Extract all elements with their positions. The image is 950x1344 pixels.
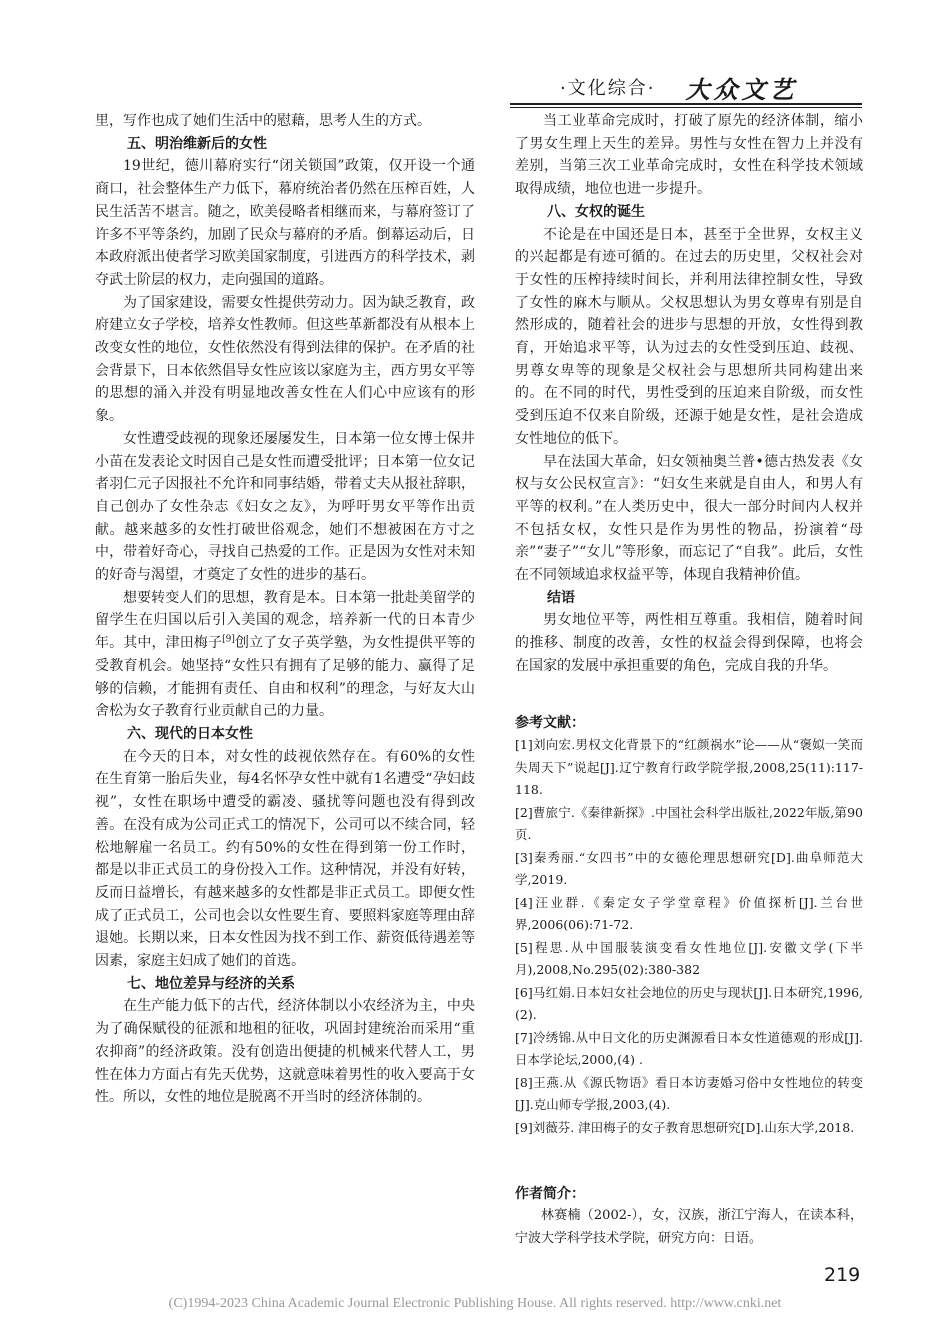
- references-title: 参考文献：: [515, 715, 585, 731]
- author-bio: 林赛楠（2002-），女，汉族，浙江宁海人，在读本科，宁波大学科学技术学院，研究方向：日语。: [515, 1208, 863, 1246]
- paragraph: 19世纪，德川幕府实行“闭关锁国”政策，仅开设一个通商口，社会整体生产力低下，幕府统治者仍然在压榨百姓，人民生活苦不堪言。随之，欧美侵略者相继而来，与幕府签订了许多不平等条约，加剧了民众与幕府的矛盾。倒幕运动后，日本政府派出使者学习欧美国家制度，引进西方的科学技术，剥夺武士阶层的权力，走向强国的道路。: [95, 158, 475, 288]
- paragraph-text: 创立了女子英学塾，为女性提供平等的受教育机会。她坚持“女性只有拥有了足够的能力、赢得了足够的信赖，才能拥有责任、自由和权利”的理念，与好友大山舍松为女子教育行业贡献自己的力量。: [95, 635, 475, 720]
- section-heading-6: 六、现代的日本女性: [127, 725, 253, 742]
- paragraph: 在今天的日本，对女性的歧视依然存在。有60%的女性在生育第一胎后失业，每4名怀孕女性中就有1名遭受“孕妇歧视”，女性在职场中遭受的霸凌、骚扰等问题也没有得到改善。在没有成为公司正式工的情况下，公司可以不续合同，轻松地解雇一名员工。约有50%的女性在得到第一份工作时，都是以非正式员工的身份投入工作。这种情况，并没有好转，反而日益增长，有越来越多的女性都是非正式员工。即便女性成了正式员工，公司也会以女性要生育、要照料家庭等理由辞退她。长期以来，日本女性因为找不到工作、薪资低待遇差等因素，家庭主妇成了她们的首选。: [95, 748, 475, 970]
- paragraph: 不论是在中国还是日本，甚至于全世界，女权主义的兴起都是有迹可循的。在过去的历史里，父权社会对于女性的压榨持续时间长，并利用法律控制女性，导致了女性的麻木与顺从。父权思想认为男女尊卑有别是自然形成的，随着社会的进步与思想的开放，女性得到教育，开始追求平等，认为过去的女性受到压迫、歧视、男尊女卑等的现象是父权社会与思想所共同构建出来的。在不同的时代，男性受到的压迫来自阶级，而女性受到压迫不仅来自阶级，还源于她是女性，是社会造成女性地位的低下。: [515, 226, 863, 447]
- header-rule: [510, 103, 862, 105]
- references-section: [515, 712, 863, 1139]
- author-title: 作者简介：: [515, 1186, 585, 1202]
- section-heading-7: 七、地位差异与经济的关系: [127, 975, 295, 992]
- paragraph-text: 想要转变人们的思想，教育是本。日本第一批赴美留学的留学生在归国以后引入美国的观念，培养新一代的日本青少年。其中，津田梅子: [95, 589, 475, 652]
- paragraph: [95, 587, 475, 723]
- reference-item: [5]程思.从中国服装演变看女性地位[J].安徽文学(下半月),2008,No.295(02):380-382: [515, 939, 863, 977]
- reference-item: [4]汪业群.《秦定女子学堂章程》价值探析[J].兰台世界,2006(06):71-72.: [515, 894, 863, 932]
- section-heading-8: 八、女权的诞生: [547, 203, 645, 220]
- header-rule-thin: [510, 107, 862, 108]
- magazine-title: 大众文艺: [685, 74, 798, 104]
- citation-marker: [9]: [222, 634, 235, 645]
- references-list: [515, 734, 863, 1139]
- paragraph: 里，写作也成了她们生活中的慰藉，思考人生的方式。: [95, 113, 431, 129]
- reference-item: [7]冷绣锦.从中日文化的历史渊源看日本女性道德观的形成[J].日本学论坛,2000,(4) .: [515, 1029, 863, 1067]
- reference-item: [8]王燕.从《源氏物语》看日本访妻婚习俗中女性地位的转变[J].克山师专学报,2003,(4).: [515, 1074, 863, 1112]
- running-header: [560, 72, 860, 102]
- paragraph: 在生产能力低下的古代，经济体制以小农经济为主，中央为了确保赋役的征派和地租的征收，巩固封建统治而采用“重农抑商”的经济政策。没有创造出便捷的机械来代替人工，男性在体力方面占有先天优势，这就意味着男性的收入要高于女性。所以，女性的地位是脱离不开当时的经济体制的。: [95, 998, 475, 1106]
- copyright-footer: (C)1994-2023 China Academic Journal Electronic Publishing House. All rights reserved. http://www.cnki.net: [168, 1296, 782, 1311]
- paragraph: 为了国家建设，需要女性提供劳动力。因为缺乏教育，政府建立女子学校，培养女性教师。但这些革新都没有从根本上改变女性的地位，女性依然没有得到法律的保护。在矛盾的社会背景下，日本依然倡导女性应该以家庭为主，西方男女平等的思想的涌入并没有明显地改善女性在人们心中应该有的形象。: [95, 294, 475, 425]
- paragraph: 女性遭受歧视的现象还屡屡发生，日本第一位女博士保井小苗在发表论文时因自己是女性而遭受批评；日本第一位女记者羽仁元子因报社不允许和同事结婚，带着丈夫从报社辞职，自己创办了女性杂志《妇女之友》，为呼吁男女平等作出贡献。越来越多的女性打破世俗观念，她们不想被困在方寸之中，带着好奇心，寻找自己热爱的工作。正是因为女性对未知的好奇与渴望，才奠定了女性的进步的基石。: [95, 430, 475, 584]
- reference-item: [6]马红娟.日本妇女社会地位的历史与现状[J].日本研究,1996,(2).: [515, 984, 863, 1022]
- paragraph: 早在法国大革命，妇女领袖奥兰普•德古热发表《女权与女公民权宣言》：“妇女生来就是自由人，和男人有平等的权利。”在人类历史中，很大一部分时间内人权并不包括女权，女性只是作为男性的物品，扮演着“母亲”“妻子”“女儿”等形象，而忘记了“自我”。此后，女性在不同领域追求权益平等，体现自我精神价值。: [515, 453, 863, 584]
- reference-item: [1]刘向宏.男权文化背景下的“红颜祸水”论——从“褒姒一笑而失周天下”说起[J].辽宁教育行政学院学报,2008,25(11):117-118.: [515, 737, 863, 797]
- section-label: ·文化综合·: [560, 78, 656, 99]
- author-section: [515, 1183, 863, 1250]
- reference-item: [2]曹旅宁.《秦律新探》.中国社会科学出版社,2022年版,第90页.: [515, 804, 863, 842]
- section-heading-5: 五、明治维新后的女性: [127, 135, 267, 152]
- paragraph: 男女地位平等，两性相互尊重。我相信，随着时间的推移、制度的改善，女性的权益会得到保障，也将会在国家的发展中承担重要的角色，完成自我的升华。: [515, 612, 863, 674]
- right-column: [515, 110, 863, 678]
- reference-item: [3]秦秀丽.“女四书”中的女德伦理思想研究[D].曲阜师范大学,2019.: [515, 849, 863, 887]
- page-number: 219: [824, 1264, 861, 1286]
- paragraph: 当工业革命完成时，打破了原先的经济体制，缩小了男女生理上天生的差异。男性与女性在智力上并没有差别，当第三次工业革命完成时，女性在科学技术领域取得成绩，地位也进一步提升。: [515, 113, 863, 198]
- conclusion-heading: 结语: [547, 589, 575, 606]
- left-column: [95, 110, 475, 1109]
- reference-item: [9]刘薇芬. 津田梅子的女子教育思想研究[D].山东大学,2018.: [515, 1119, 855, 1135]
